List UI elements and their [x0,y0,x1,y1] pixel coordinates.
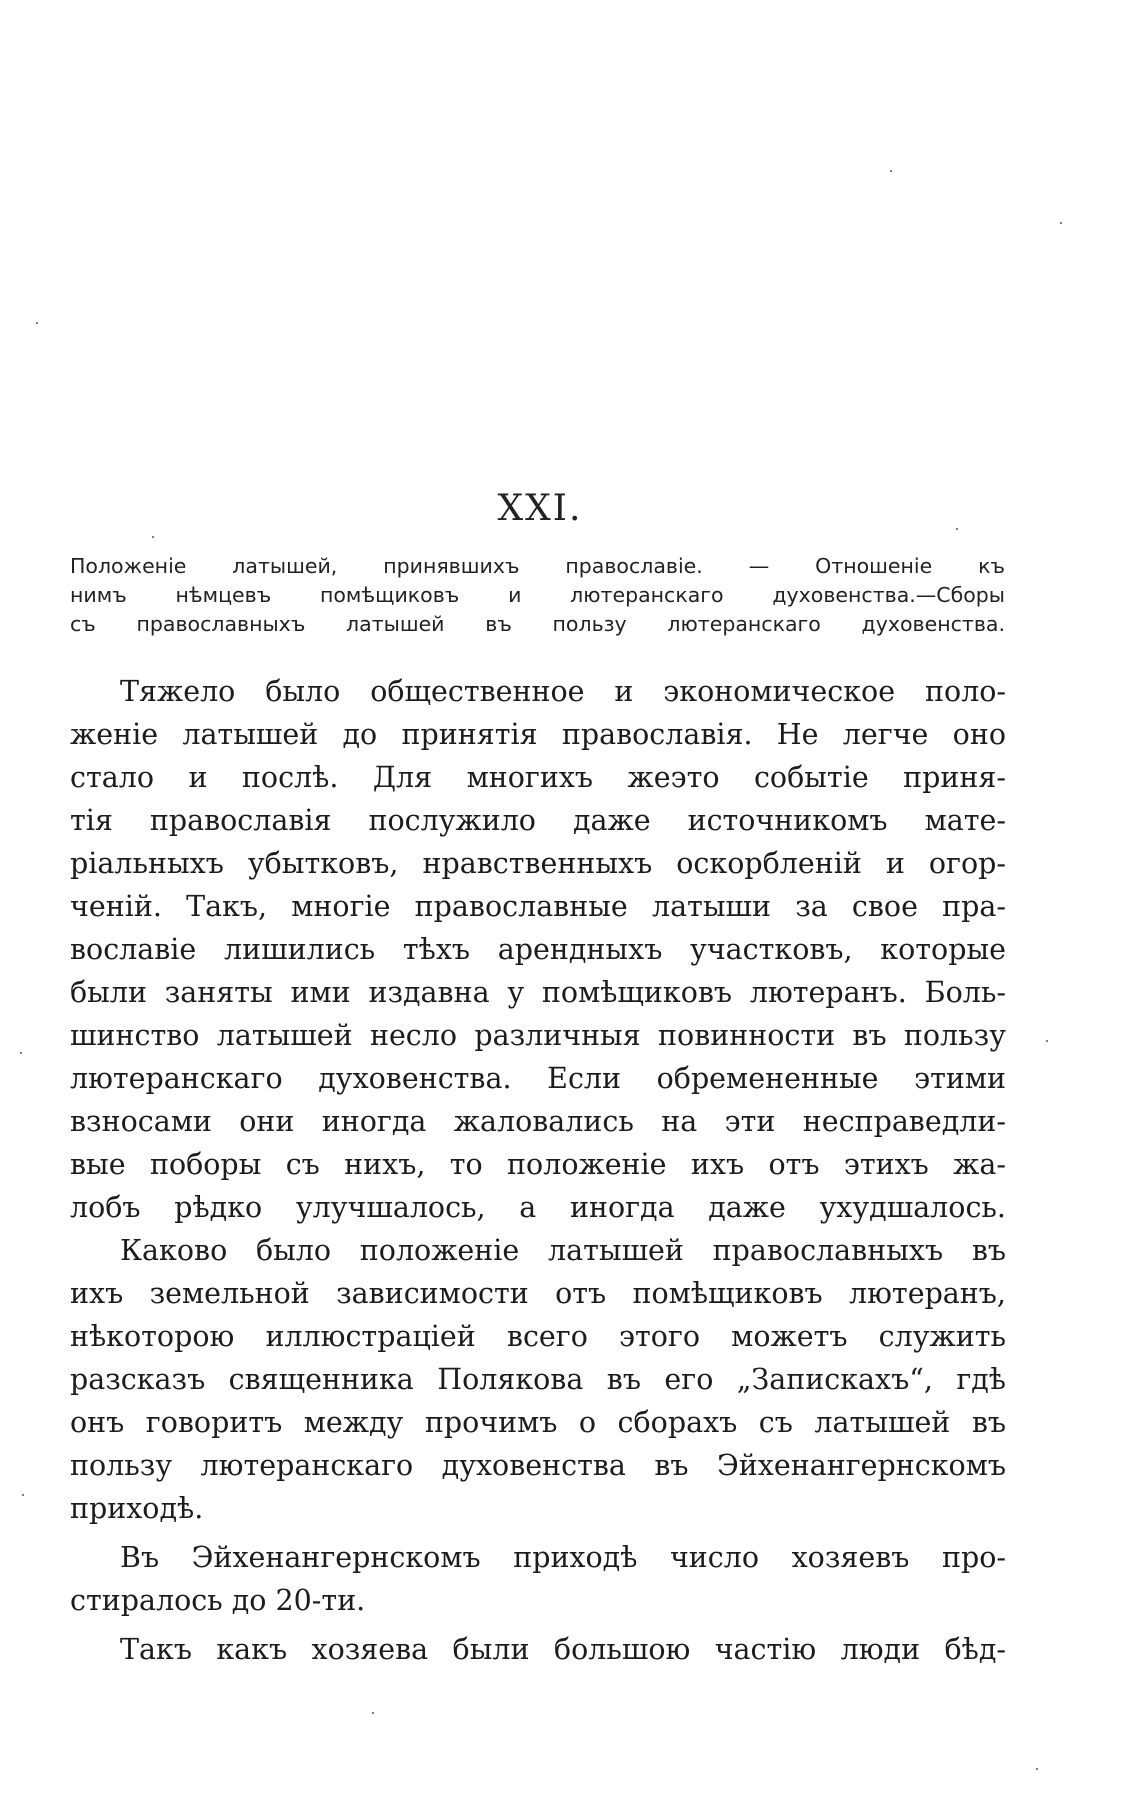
scan-speck [1036,1768,1038,1770]
text-line: женіе латышей до принятія православія. Не легче оно [70,718,1006,751]
summary-line: Положеніе латышей, принявшихъ православіе. — Отношеніе къ [70,554,1005,578]
text-line: стиралось до 20-ти. [70,1584,366,1617]
text-line: тія православія послужило даже источникомъ мате- [70,804,1006,837]
scan-speck [372,1712,374,1714]
chapter-number: XXI. [497,488,583,529]
text-line: вославіе лишились тѣхъ арендныхъ участковъ, которые [70,933,1006,966]
text-line: шинство латышей несло различныя повинности въ пользу [70,1019,1006,1052]
scan-speck [956,528,958,530]
summary-line: съ православныхъ латышей въ пользу лютеранскаго духовенства. [70,612,1005,636]
scan-speck [890,170,892,172]
text-line: лобъ рѣдко улучшалось, а иногда даже ухудшалось. [70,1191,1006,1224]
text-line: были заняты ими издавна у помѣщиковъ лютеранъ. Боль- [70,976,1006,1009]
paragraph [70,1628,1006,1671]
text-line: лютеранскаго духовенства. Если обремененные этими [70,1062,1006,1095]
scan-speck [1060,222,1062,224]
paragraph [70,1536,1006,1622]
text-line: онъ говоритъ между прочимъ о сборахъ съ латышей въ [70,1406,1006,1439]
text-line: нѣкоторою иллюстраціей всего этого можетъ служить [70,1320,1006,1353]
text-line: Каково было положеніе латышей православныхъ въ [120,1234,1006,1267]
scan-speck [152,536,154,538]
text-line: взносами они иногда жаловались на эти несправедли- [70,1105,1006,1138]
text-line: Тяжело было общественное и экономическое поло- [120,675,1006,708]
text-line: вые поборы съ нихъ, то положеніе ихъ отъ этихъ жа- [70,1148,1006,1181]
scan-speck [20,1052,22,1054]
text-line: пользу лютеранскаго духовенства въ Эйхенангернскомъ [70,1449,1006,1482]
text-line: Такъ какъ хозяева были большою частію люди бѣд- [120,1633,1006,1666]
text-line: Въ Эйхенангернскомъ приходѣ число хозяевъ про- [120,1541,1006,1574]
paragraph [70,1229,1006,1530]
summary-line: нимъ нѣмцевъ помѣщиковъ и лютеранскаго духовенства.—Сборы [70,583,1005,607]
text-line: стало и послѣ. Для многихъ жеэто событіе приня- [70,761,1006,794]
text-line: ихъ земельной зависимости отъ помѣщиковъ лютеранъ, [70,1277,1006,1310]
text-line: разсказъ священника Полякова въ его „Запискахъ“, гдѣ [70,1363,1006,1396]
body-text [70,670,1006,1671]
text-line: ріальныхъ убытковъ, нравственныхъ оскорбленій и огор- [70,847,1006,880]
text-line: ченій. Такъ, многіе православные латыши за свое пра- [70,890,1006,923]
scan-speck [22,1494,24,1496]
text-line: приходѣ. [70,1492,204,1525]
scan-speck [1046,1040,1048,1042]
scan-speck [36,322,38,324]
chapter-summary [70,552,1005,639]
paragraph [70,670,1006,1229]
